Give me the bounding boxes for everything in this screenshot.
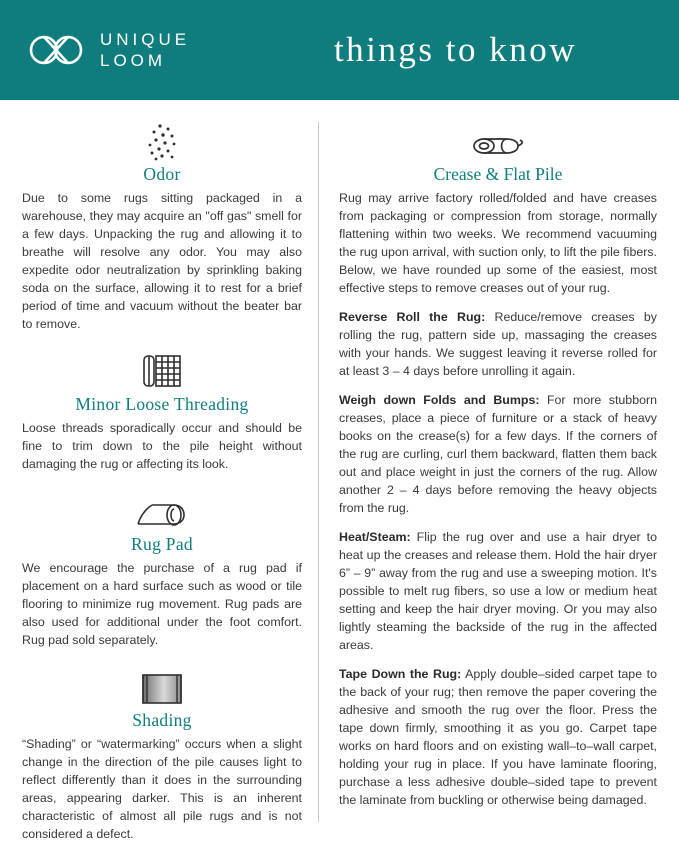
section-title: Rug Pad xyxy=(131,533,193,554)
section-rug-pad xyxy=(22,488,302,650)
unique-loom-logo-icon xyxy=(26,28,86,72)
brand-line-2: LOOM xyxy=(100,51,167,70)
page-header xyxy=(0,0,679,100)
section-minor-loose-threading xyxy=(22,348,302,474)
brand-line-1: UNIQUE xyxy=(100,29,191,49)
crease-tip-reverse-roll xyxy=(339,309,657,381)
content-area xyxy=(0,100,679,841)
section-title: Crease & Flat Pile xyxy=(433,164,563,184)
rolled-rug-threads-icon xyxy=(22,348,302,392)
section-text: “Shading” or “watermarking” occurs when a slight change in the direction of the pile causes light to reflect differently than it does in the surrounding areas, appearing darker. This is an inherent characteristic of almost all pile rugs and is not considered a defect. xyxy=(22,736,302,841)
section-title: Minor Loose Threading xyxy=(75,393,249,414)
page-title: things to know xyxy=(333,30,578,69)
section-title: Odor xyxy=(143,164,181,184)
section-shading xyxy=(22,664,302,844)
crease-tip-heat-steam xyxy=(339,529,657,655)
tip-text: For more stubborn creases, place a piece of furniture or a stack of heavy books on the crease(s) for a few days. If the corners of the rug are curling, curl them backward, flatten them back out and place weight in just the corners of the rug. Allow another 2 – 4 days before removing the heavy objects from the rug. xyxy=(339,392,657,515)
right-column xyxy=(319,118,657,824)
tip-lead: Tape Down the Rug: xyxy=(339,666,462,681)
crease-tip-tape-down xyxy=(339,666,657,810)
rolled-rug-crease-icon xyxy=(339,118,657,162)
dots-scatter-icon xyxy=(22,118,302,162)
tip-text: Apply double–sided carpet tape to the back of your rug; then remove the paper covering the adhesive and smooth the rug over the floor. Press the tape down firmly, smoothing it as you go. Carpet tape works on hard floors and on existing wall–to–wall carpet, holding your rug in place. If you have laminate flooring, purchase a less adhesive double–sided tape to prevent the laminate from buckling or otherwise being damaged. xyxy=(339,666,657,807)
left-column xyxy=(22,118,318,841)
brand-lockup xyxy=(26,28,276,72)
rug-pad-roll-icon xyxy=(22,488,302,532)
crease-intro-text: Rug may arrive factory rolled/folded and have creases from packaging or compression from storage, normally flattening within two weeks. We recommend vacuuming the rug upon arrival, with suction only, to lift the pile fibers. Below, we have rounded up some of the easiest, most effective steps to remove creases out of your rug. xyxy=(339,191,657,295)
section-text: Loose threads sporadically occur and should be fine to trim down to the pile height without damaging the rug or affecting its look. xyxy=(22,420,302,471)
brand-wordmark xyxy=(100,29,190,72)
section-odor xyxy=(22,118,302,334)
crease-tip-weigh-down xyxy=(339,392,657,518)
tip-lead: Weigh down Folds and Bumps: xyxy=(339,392,540,407)
shaded-rug-icon xyxy=(22,664,302,708)
tip-text: Reduce/remove creases by rolling the rug, pattern side up, massaging the creases with your hands. We suggest leaving it reverse rolled for at least 3 – 4 days before unrolling it again. xyxy=(339,309,657,378)
tip-lead: Heat/Steam: xyxy=(339,529,411,544)
tip-lead: Reverse Roll the Rug: xyxy=(339,309,486,324)
section-text: Due to some rugs sitting packaged in a warehouse, they may acquire an "off gas" smell for a few days. Unpacking the rug and allowing it to breathe will resolve any odor. You may also expedite odor neutralization by sprinkling baking soda on the surface, allowing it to rest for a brief period of time and vacuum without the beater bar to remove. xyxy=(22,191,302,331)
section-text: We encourage the purchase of a rug pad if placement on a hard surface such as wood or tile flooring to minimize rug movement. Rug pads are also used for additional under the foot comfort. Rug pad sold separately. xyxy=(22,560,302,647)
tip-text: Flip the rug over and use a hair dryer to heat up the creases and release them. Hold the hair dryer 6” – 9” away from the rug and use a sweeping motion. It's possible to melt rug fibers, so use a low or medium heat setting and keep the hair dryer moving. Or you may also lightly steaming the backside of the rug in the affected areas. xyxy=(339,529,657,652)
section-title: Shading xyxy=(132,709,192,730)
